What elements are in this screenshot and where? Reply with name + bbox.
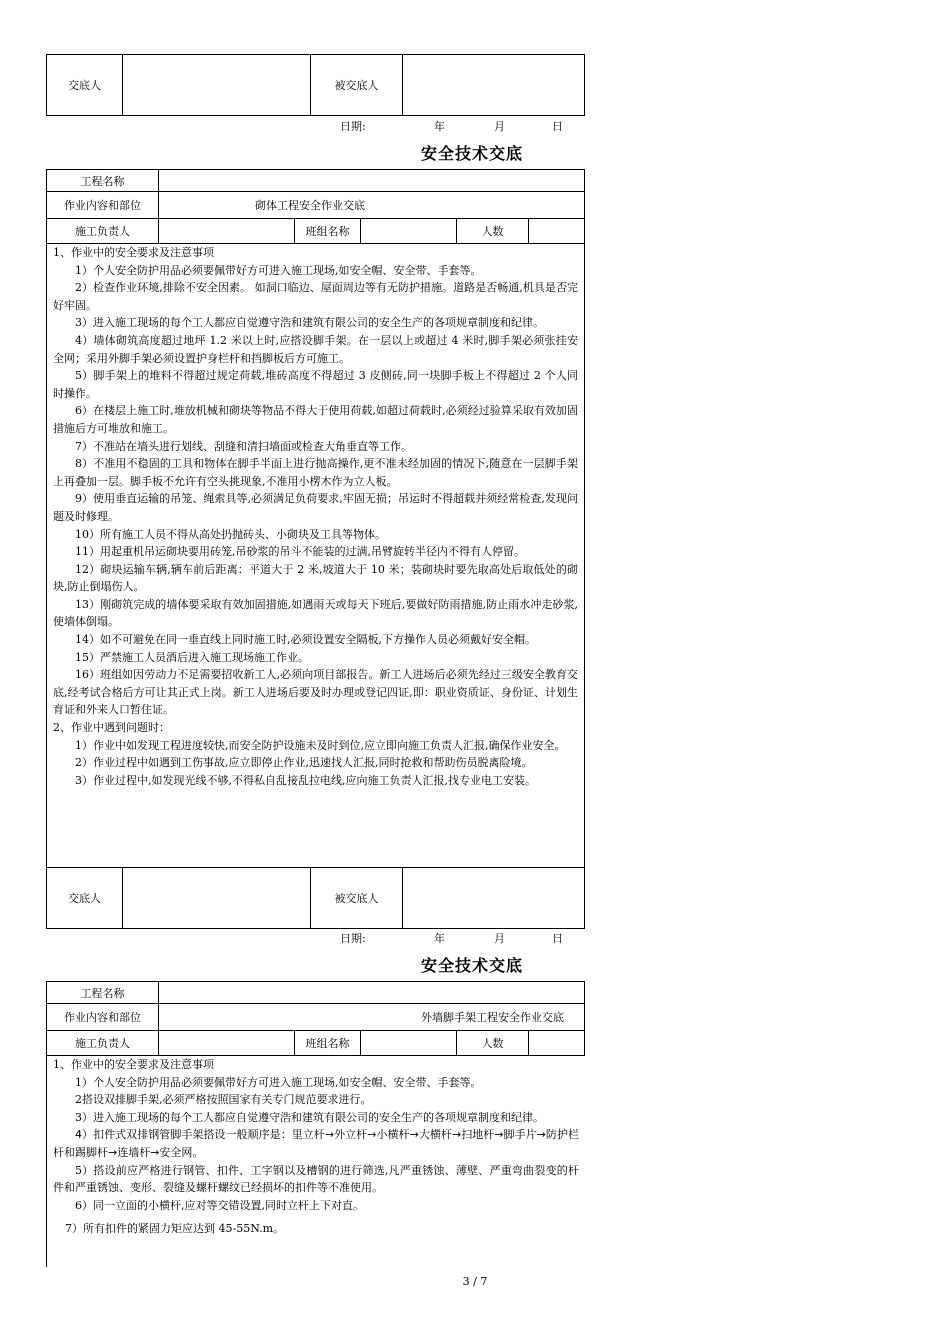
list-item: 12）砌块运输车辆,辆车前后距离：平道大于 2 米,坡道大于 10 米；装砌块时要先取高处后取低处的砌块,防止倒塌伤人。: [53, 562, 578, 594]
content-value: [159, 1004, 585, 1031]
handover-label: 交底人: [47, 868, 123, 929]
list-item: 9）使用垂直运输的吊笼、绳索具等,必须满足负荷要求,牢固无损；吊运时不得超载并须经常检查,发现问题及时修理。: [53, 492, 578, 523]
list-item: 16）班组如因劳动力不足需要招收新工人,必须向项目部报告。新工人进场后必须先经过三级安全教育交底,经考试合格后方可让其正式上岗。新工人进场后要及时办理或登记四证,即：职业资质证、身份证、计划生育证和外来人口暂住证。: [53, 668, 578, 717]
list-item: 2）检查作业环境,排除不安全因素。 如洞口临边、屋面周边等有无防护措施。道路是否畅通,机具是否完好牢固。: [53, 281, 578, 312]
list-item: 7）所有扣件的紧固力矩应达到 45-55N.m。: [65, 1222, 285, 1236]
team-value: [361, 1031, 457, 1056]
section1-header-table: [46, 169, 585, 244]
year-label: 年: [434, 120, 445, 133]
list-item: 3）作业过程中,如发现光线不够,不得私自乱接乱拉电线,应向施工负责人汇报,找专业电工安装。: [75, 773, 536, 787]
team-label: 班组名称: [295, 219, 361, 244]
count-label: 人数: [457, 1031, 529, 1056]
date-label: 日期:: [340, 120, 366, 133]
list-item: 15）严禁施工人员酒后进入施工现场施工作业。: [75, 650, 309, 664]
section1-body: [46, 243, 585, 868]
month-label: 月: [494, 120, 505, 133]
handover-signature-cell: [123, 55, 311, 116]
content-label: 作业内容和部位: [47, 192, 159, 219]
list-item: 2、作业中遇到问题时：: [53, 721, 170, 735]
list-item: 5）脚手架上的堆料不得超过规定荷载,堆砖高度不得超过 3 皮侧砖,同一块脚手板上不得超过 2 个人同时操作。: [53, 369, 578, 400]
list-item: 3）进入施工现场的每个工人都应自觉遵守浩和建筑有限公司的安全生产的各项规章制度和纪律。: [75, 1110, 544, 1124]
page-number: 3 / 7: [462, 1275, 488, 1288]
list-item: 6）同一立面的小横杆,应对等交错设置,同时立杆上下对直。: [75, 1198, 364, 1212]
year-label: 年: [434, 932, 445, 945]
handover-label: 交底人: [47, 55, 123, 116]
list-item: 8）不准用不稳固的工具和物体在脚手半面上进行抛高操作,更不准未经加固的情况下,随意在一层脚手架上再叠加一层。脚手板不允许有空头挑现象,不准用小楞木作为立人板。: [53, 457, 578, 488]
supervisor-label: 施工负责人: [47, 1031, 159, 1056]
list-item: 5）搭设前应严格进行钢管、扣件、工字钢以及槽钢的进行筛选,凡严重锈蚀、薄壁、严重弯曲裂变的杆件和严重锈蚀、变形、裂缝及螺杆螺纹已经损坏的扣件等不准使用。: [53, 1163, 579, 1195]
receiver-label: 被交底人: [311, 55, 403, 116]
month-label: 月: [494, 932, 505, 945]
team-value: [361, 219, 457, 244]
list-item: 3）进入施工现场的每个工人都应自觉遵守浩和建筑有限公司的安全生产的各项规章制度和纪律。: [75, 316, 544, 330]
sign-table-top: [46, 54, 585, 116]
list-item: 4）扣件式双排钢管脚手架搭设一般顺序是：里立杆→外立杆→小横杆→大横杆→扫地杆→脚手片→防护栏杆和踢脚杆→连墙杆→安全网。: [53, 1128, 579, 1159]
content-value-text: 外墙脚手架工程安全作业交底: [421, 1011, 564, 1024]
section2-body: [46, 1055, 585, 1267]
supervisor-value: [159, 219, 295, 244]
list-item: 4）墙体砌筑高度超过地坪 1.2 米以上时,应搭设脚手架。在一层以上或超过 4 米时,脚手架必须张挂安全网；采用外脚手架必须设置护身栏杆和挡脚板后方可施工。: [53, 333, 578, 365]
list-item: 13）刚砌筑完成的墙体要采取有效加固措施,如遇雨天或每天下班后,要做好防雨措施,防止雨水冲走砂浆,使墙体倒塌。: [53, 597, 578, 629]
list-item: 2搭设双排脚手架,必须严格按照国家有关专门规范要求进行。: [75, 1093, 372, 1107]
sign-table-section1: [46, 867, 585, 929]
receiver-signature-cell: [403, 868, 585, 929]
list-item: 11）用起重机吊运砌块要用砖笼,吊砂浆的吊斗不能装的过满,吊臂旋转半径内不得有人停留。: [75, 545, 525, 559]
content-value-text: 砌体工程安全作业交底: [255, 199, 365, 212]
list-item: 6）在楼层上施工时,堆放机械和砌块等物品不得大于使用荷载,如超过荷载时,必须经过验算采取有效加固措施后方可堆放和施工。: [53, 404, 578, 435]
count-value: [529, 219, 585, 244]
list-item: 10）所有施工人员不得从高处扔抛砖头、小砌块及工具等物体。: [75, 527, 386, 541]
content-label: 作业内容和部位: [47, 1004, 159, 1031]
list-item: 2）作业过程中如遇到工伤事故,应立即停止作业,迅速找人汇报,同时抢救和帮助伤员脱离险境。: [75, 756, 533, 770]
handover-signature-cell: [123, 868, 311, 929]
list-item: 1、作业中的安全要求及注意事项: [53, 246, 214, 259]
list-item: 1）作业中如发现工程进度较快,而安全防护设施未及时到位,应立即向施工负责人汇报,确保作业安全。: [75, 738, 566, 752]
day-label: 日: [552, 932, 563, 945]
section2-title: 安全技术交底: [421, 956, 524, 975]
count-value: [529, 1031, 585, 1056]
project-name-label: 工程名称: [47, 982, 159, 1004]
supervisor-value: [159, 1031, 295, 1056]
receiver-label: 被交底人: [311, 868, 403, 929]
section2-header-table: [46, 981, 585, 1056]
receiver-signature-cell: [403, 55, 585, 116]
date-label: 日期:: [340, 932, 366, 945]
list-item: 7）不准站在墙头进行划线、刮缝和清扫墙面或检查大角垂直等工作。: [75, 439, 412, 453]
list-item: 1）个人安全防护用品必须要佩带好方可进入施工现场,如安全帽、安全带、手套等。: [75, 1075, 482, 1089]
project-name-label: 工程名称: [47, 170, 159, 192]
project-name-value: [159, 982, 585, 1004]
day-label: 日: [552, 120, 563, 133]
list-item: 1）个人安全防护用品必须要佩带好方可进入施工现场,如安全帽、安全带、手套等。: [75, 263, 482, 277]
count-label: 人数: [457, 219, 529, 244]
project-name-value: [159, 170, 585, 192]
content-value: [159, 192, 585, 219]
list-item: 1、作业中的安全要求及注意事项: [53, 1058, 214, 1071]
supervisor-label: 施工负责人: [47, 219, 159, 244]
section1-title: 安全技术交底: [421, 144, 524, 163]
list-item: 14）如不可避免在同一垂直线上同时施工时,必须设置安全隔板,下方操作人员必须戴好安全帽。: [75, 633, 536, 647]
team-label: 班组名称: [295, 1031, 361, 1056]
